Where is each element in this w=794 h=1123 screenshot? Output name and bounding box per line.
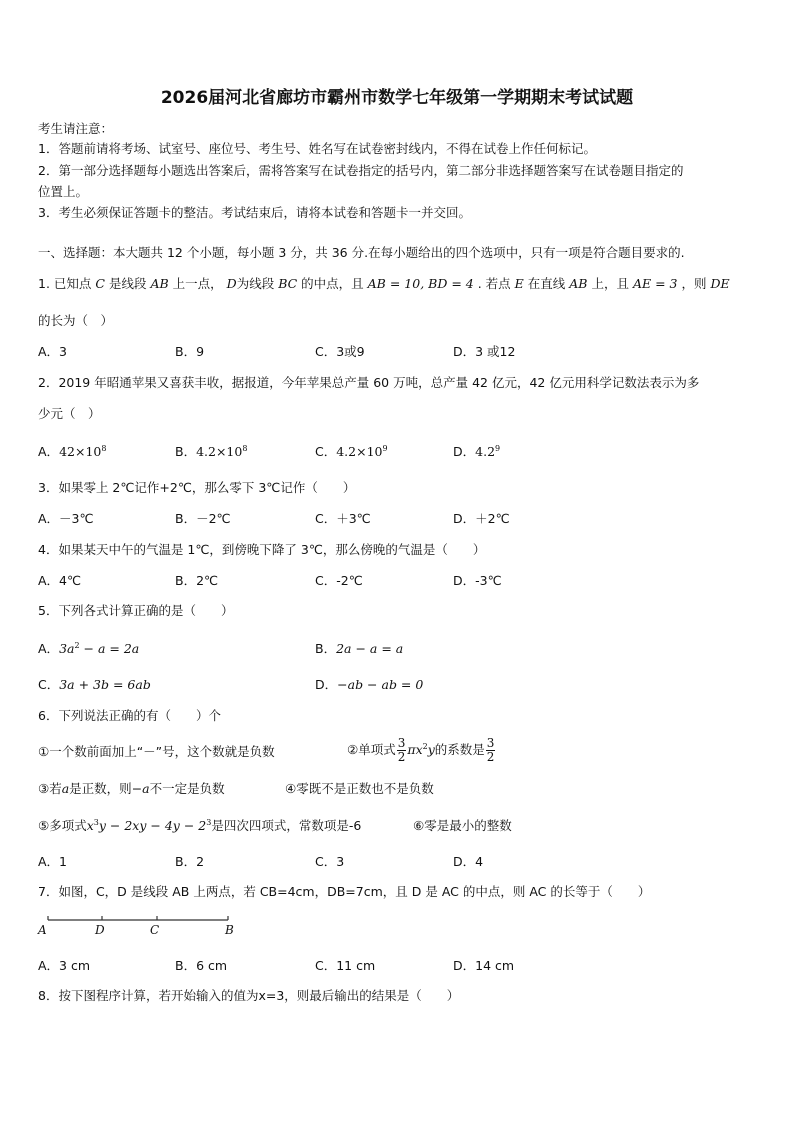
question-2-option-c: C．$4.2\times 10^9$ [315,443,388,459]
question-3-option-d: D．＋2℃ [453,511,510,526]
question-7-option-c: C．11 cm [315,958,376,973]
question-4-stem: 4．如果某天中午的气温是 1℃，到傍晚下降了 3℃，那么傍晚的气温是（ ） [38,542,486,557]
point-label-a: A [38,923,47,937]
statement-5: ⑤多项式$x^3y - 2xy - 4y - 2^3$是四次四项式，常数项是-6 [38,817,362,833]
notice-item-2-cont: 位置上。 [38,184,89,199]
question-1-option-d: D．3 或12 [453,344,516,359]
statement-6: ⑥零是最小的整数 [413,818,512,833]
question-2-option-d: D．$4.2^9$ [453,443,501,459]
point-label-b: B [225,923,234,937]
question-7-option-a: A．3 cm [38,958,91,973]
question-3-stem: 3．如果零上 2℃记作+2℃，那么零下 3℃记作（ ） [38,480,356,495]
question-6-stem: 6．下列说法正确的有（ ）个 [38,708,221,723]
question-2-stem-cont: 少元（ ） [38,406,101,421]
question-1-option-c: C．3或9 [315,344,365,359]
statement-4: ④零既不是正数也不是负数 [285,781,434,796]
question-6-option-b: B．2 [175,854,205,869]
page-title: 2026届河北省廊坊市霸州市数学七年级第一学期期末考试试题 [160,88,634,108]
question-2-stem: 2．2019 年昭通苹果又喜获丰收，据报道，今年苹果总产量 60 万吨，总产量 42 亿元，42 亿元用科学记数法表示为多 [38,375,700,390]
question-5-option-b: B．2a − a = a [315,641,404,656]
question-6-option-a: A．1 [38,854,68,869]
question-1-option-a: A．3 [38,344,68,359]
notice-item-3: 3．考生必须保证答题卡的整洁。考试结束后，请将本试卷和答题卡一并交回。 [38,205,471,220]
notice-item-1: 1．答题前请将考场、试室号、座位号、考生号、姓名写在试卷密封线内，不得在试卷上作任何标记。 [38,141,596,156]
question-7-stem: 7．如图，C，D 是线段 AB 上两点，若 CB=4cm，DB=7cm，且 D 是 AC 的中点，则 AC 的长等于（ ） [38,884,651,899]
question-1-option-b: B．9 [175,344,205,359]
question-5-option-d: D．−ab − ab = 0 [315,677,424,692]
question-5-option-c: C．3a + 3b = 6ab [38,677,151,692]
notice-item-2: 2．第一部分选择题每小题选出答案后，需将答案写在试卷指定的括号内，第二部分非选择题答案写在试卷题目指定的 [38,163,684,178]
question-5-option-a: A．$3a^2 - a = 2a$ [38,640,140,656]
question-6-option-c: C．3 [315,854,345,869]
statement-2: ②单项式 $\frac{3}{2}$ $\pi x^2y$的系数是 $\frac{3}{2}$ [347,736,495,764]
question-2-option-b: B．$4.2\times 10^8$ [175,443,248,459]
question-4-option-d: D．-3℃ [453,573,502,588]
point-label-d: D [95,923,105,937]
fraction-three-halves: $\frac{3}{2}$ [397,736,406,764]
fraction-three-halves-2: $\frac{3}{2}$ [486,736,495,764]
notice-heading: 考生请注意： [38,121,114,136]
question-3-option-a: A．－3℃ [38,511,94,526]
statement-1: ①一个数前面加上“－”号，这个数就是负数 [38,744,275,759]
question-8-stem: 8．按下图程序计算，若开始输入的值为x=3，则最后输出的结果是（ ） [38,988,460,1003]
question-4-option-b: B．2℃ [175,573,219,588]
question-5-stem: 5．下列各式计算正确的是（ ） [38,603,234,618]
question-3-option-b: B．－2℃ [175,511,231,526]
statement-3: ③若a是正数，则−a不一定是负数 [38,781,225,796]
question-1-stem-cont: 的长为（ ） [38,313,114,328]
question-4-option-c: C．-2℃ [315,573,363,588]
question-4-option-a: A．4℃ [38,573,82,588]
question-3-option-c: C．＋3℃ [315,511,371,526]
question-7-option-d: D．14 cm [453,958,515,973]
question-6-option-d: D．4 [453,854,484,869]
question-1-stem: 1. 已知点 C 是线段 AB 上一点， D为线段 BC 的中点，且 AB = 10, BD = 4 . 若点 E 在直线 AB 上，且 AE = 3 ，则 DE [38,276,730,291]
line-segment-figure [38,912,248,942]
point-label-c: C [150,923,160,937]
section-heading: 一、选择题：本大题共 12 个小题，每小题 3 分，共 36 分.在每小题给出的四个选项中，只有一项是符合题目要求的. [38,245,685,260]
question-7-option-b: B．6 cm [175,958,228,973]
question-2-option-a: A．$42\times 10^8$ [38,443,107,459]
